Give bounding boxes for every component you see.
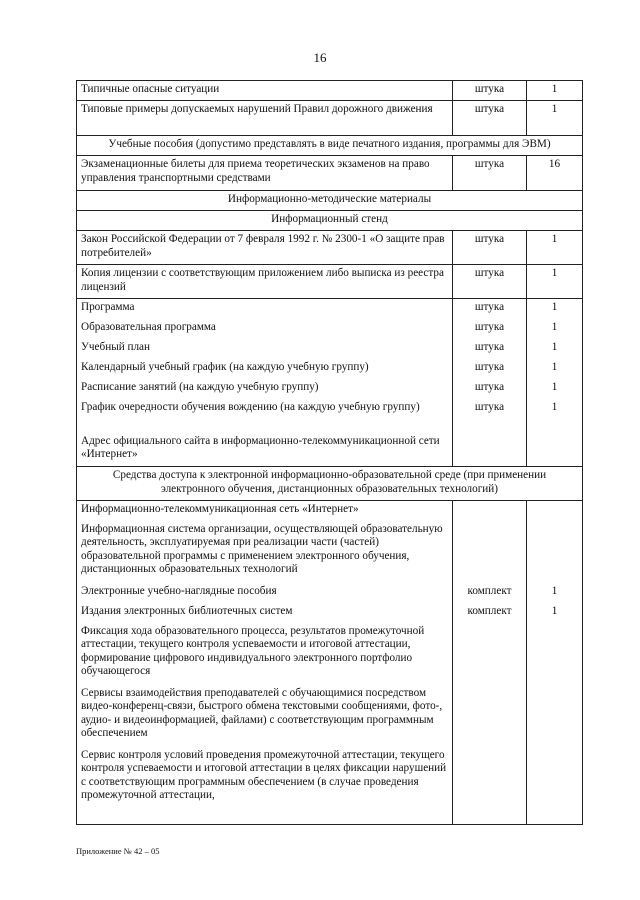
table-row [77,433,583,467]
item-unit: штука [453,81,527,101]
table-row [77,379,583,399]
item-unit [453,685,527,747]
item-qty [527,623,583,685]
item-name: Информационная система организации, осуществляющей образовательную деятельность, эксплуатируемая при реализации части (частей) образовательной программы с применением электронного обучения, дистанционных образовательных технологий [77,521,453,583]
equipment-table [76,80,583,825]
item-name: Календарный учебный график (на каждую учебную группу) [77,359,453,379]
item-name: Программа [77,299,453,319]
table-row [77,685,583,747]
table-row [77,623,583,685]
item-unit: штука [453,101,527,136]
item-qty [527,433,583,467]
item-unit [453,521,527,583]
table-row [77,231,583,265]
item-unit: штука [453,379,527,399]
item-unit [453,501,527,521]
item-name: Информационно-телекоммуникационная сеть «Интернет» [77,501,453,521]
table-row [77,603,583,623]
item-unit [453,623,527,685]
item-qty: 1 [527,359,583,379]
item-name: Адрес официального сайта в информационно-телекоммуникационной сети «Интернет» [77,433,453,467]
item-qty: 1 [527,603,583,623]
section-title: Информационный стенд [77,211,583,231]
item-qty: 1 [527,265,583,299]
table-row [77,319,583,339]
item-unit: штука [453,359,527,379]
item-name: Издания электронных библиотечных систем [77,603,453,623]
page-number: 16 [313,50,327,65]
table-row [77,299,583,319]
table-row [77,359,583,379]
section-row [77,191,583,211]
section-row [77,136,583,156]
table-row [77,747,583,825]
item-name: Копия лицензии с соответствующим приложением либо выписка из реестра лицензий [77,265,453,299]
item-qty [527,747,583,825]
item-name: Образовательная программа [77,319,453,339]
table-row [77,583,583,603]
item-name: Сервис контроля условий проведения промежуточной аттестации, текущего контроля успеваемости и итоговой аттестации в целях фиксации нарушений с соответствующим программным обеспечением (в случае проведения промежуточной аттестации, [77,747,453,825]
section-title: Средства доступа к электронной информационно-образовательной среде (при применении электронного обучения, дистанционных образовательных технологий) [77,467,583,501]
item-unit: штука [453,399,527,433]
item-name: Расписание занятий (на каждую учебную группу) [77,379,453,399]
section-row [77,211,583,231]
item-name: Учебный план [77,339,453,359]
item-unit: комплект [453,583,527,603]
item-unit [453,433,527,467]
item-qty: 1 [527,101,583,136]
item-name: Фиксация хода образовательного процесса, результатов промежуточной аттестации, текущего контроля успеваемости и итоговой аттестации, формирование цифрового индивидуального электронного портфолио обучающегося [77,623,453,685]
table-row [77,156,583,191]
table-row [77,81,583,101]
item-name: Типичные опасные ситуации [77,81,453,101]
section-row [77,467,583,501]
item-qty: 1 [527,319,583,339]
item-unit: комплект [453,603,527,623]
item-qty: 1 [527,399,583,433]
item-qty: 1 [527,299,583,319]
item-qty: 1 [527,231,583,265]
item-name: График очередности обучения вождению (на каждую учебную группу) [77,399,453,433]
item-qty: 1 [527,583,583,603]
table-row [77,501,583,521]
table-row [77,521,583,583]
item-unit: штука [453,319,527,339]
item-qty: 1 [527,339,583,359]
item-unit: штука [453,339,527,359]
table-row [77,101,583,136]
item-qty [527,685,583,747]
item-qty [527,521,583,583]
item-name: Типовые примеры допускаемых нарушений Правил дорожного движения [77,101,453,136]
section-title: Учебные пособия (допустимо представлять в виде печатного издания, программы для ЭВМ) [77,136,583,156]
table-row [77,399,583,433]
item-name: Электронные учебно-наглядные пособия [77,583,453,603]
document-footer: Приложение № 42 – 05 [76,846,160,856]
section-title: Информационно-методические материалы [77,191,583,211]
item-qty: 1 [527,379,583,399]
item-unit: штука [453,299,527,319]
item-qty: 1 [527,81,583,101]
item-unit: штука [453,231,527,265]
item-qty: 16 [527,156,583,191]
item-name: Закон Российской Федерации от 7 февраля 1992 г. № 2300-1 «О защите прав потребителей» [77,231,453,265]
item-unit: штука [453,265,527,299]
item-unit: штука [453,156,527,191]
item-name: Экзаменационные билеты для приема теоретических экзаменов на право управления транспортными средствами [77,156,453,191]
item-unit [453,747,527,825]
item-name: Сервисы взаимодействия преподавателей с обучающимися посредством видео-конференц-связи, быстрого обмена текстовыми сообщениями, фото-, аудио- и видеоинформацией, файлами) с соответствующим программным обеспечением [77,685,453,747]
item-qty [527,501,583,521]
table-row [77,265,583,299]
table-row [77,339,583,359]
